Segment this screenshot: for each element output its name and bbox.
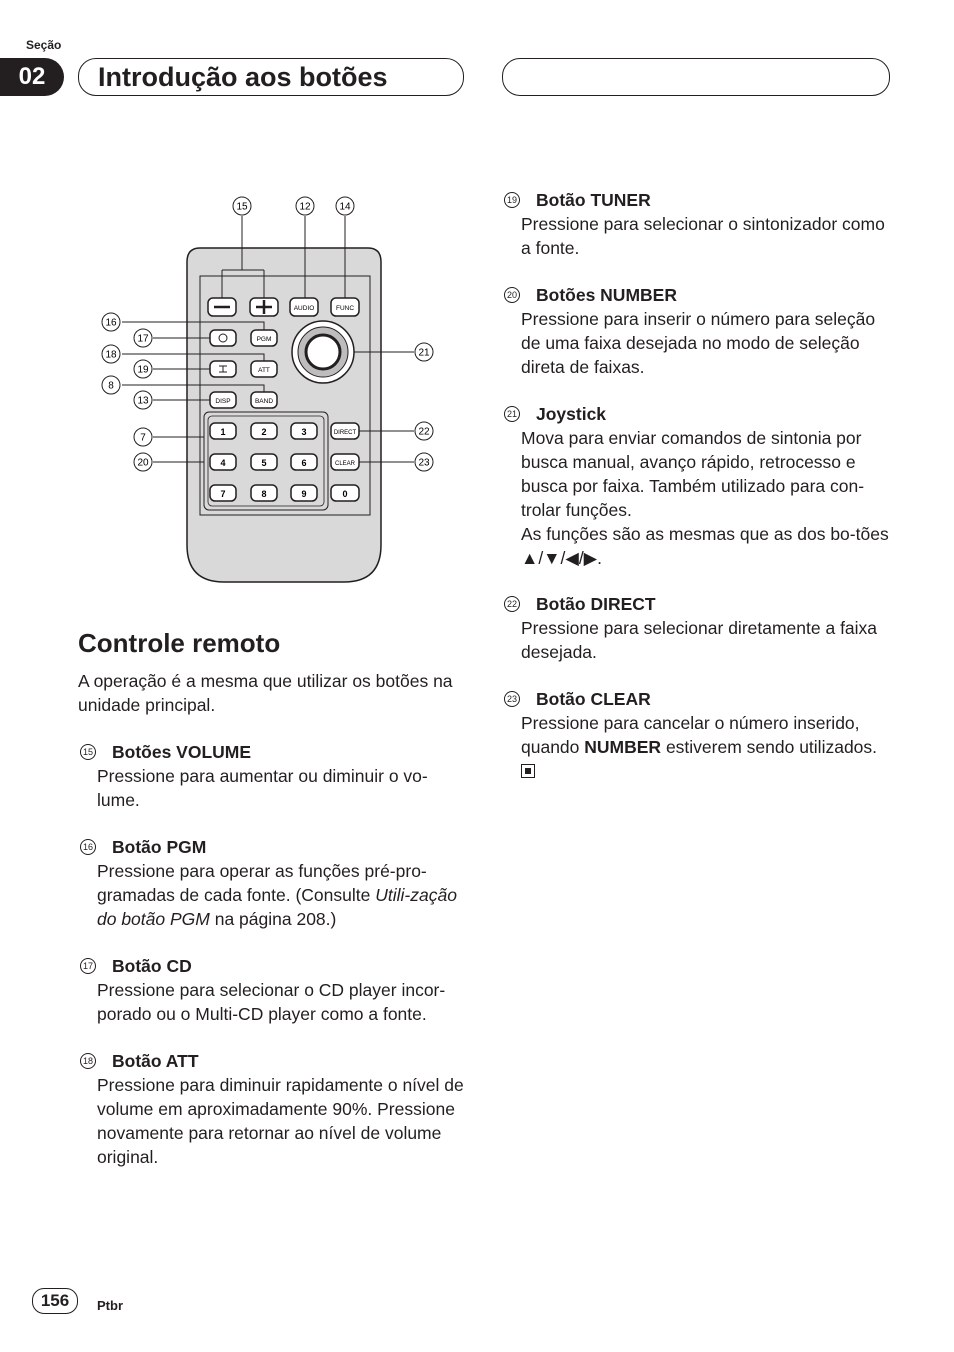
band-label: BAND: [254, 398, 274, 405]
item-body: Pressione para aumentar ou diminuir o vo-lume.: [97, 766, 428, 810]
item-number-buttons: [502, 283, 892, 379]
language-code: Ptbr: [97, 1298, 123, 1313]
joystick[interactable]: [292, 321, 354, 383]
number-button-3[interactable]: [291, 423, 317, 439]
item-clear: [502, 687, 892, 783]
item-title: Botões VOLUME: [112, 742, 252, 762]
disp-label: DISP: [215, 398, 231, 405]
section-number-badge: 02: [0, 58, 64, 96]
number-1-label: 1: [220, 427, 226, 437]
callout-17: [134, 329, 152, 347]
svg-text:18: 18: [105, 349, 117, 361]
item-title: Botão CLEAR: [536, 689, 651, 709]
item-number: 15: [80, 744, 96, 760]
remote-control-illustration: [90, 185, 450, 590]
audio-label: AUDIO: [293, 305, 315, 312]
svg-text:17: 17: [137, 333, 149, 345]
att-button[interactable]: [251, 361, 277, 377]
item-number: 21: [504, 406, 520, 422]
item-body: Pressione para cancelar o número inserido, quando NUMBER estiverem sendo utilizados.: [521, 711, 892, 783]
item-title: Botão ATT: [112, 1051, 199, 1071]
func-label: FUNC: [335, 305, 355, 312]
item-title: Botão DIRECT: [536, 594, 656, 614]
direct-label: DIRECT: [333, 430, 357, 436]
item-number: 22: [504, 596, 520, 612]
callout-19: [134, 360, 152, 378]
item-att: [78, 1049, 468, 1169]
number-button-8[interactable]: [251, 485, 277, 501]
number-button-2[interactable]: [251, 423, 277, 439]
number-3-label: 3: [301, 427, 307, 437]
number-8-label: 8: [261, 489, 267, 499]
item-title: Botão PGM: [112, 837, 207, 857]
callout-18: [102, 345, 120, 363]
page-title: Introdução aos botões: [98, 62, 388, 92]
disp-button[interactable]: [210, 392, 236, 408]
item-title: Botão CD: [112, 956, 192, 976]
svg-text:12: 12: [299, 201, 311, 213]
svg-text:7: 7: [140, 432, 146, 444]
number-6-label: 6: [301, 458, 307, 468]
number-4-label: 4: [220, 458, 226, 468]
page-number: 156: [32, 1288, 78, 1314]
item-title: Botões NUMBER: [536, 285, 677, 305]
svg-text:20: 20: [137, 457, 149, 469]
callout-21: [415, 343, 433, 361]
number-button-5[interactable]: [251, 454, 277, 470]
svg-text:23: 23: [418, 457, 430, 469]
item-title: Joystick: [536, 404, 607, 424]
item-body: Pressione para diminuir rapidamente o nível de volume em aproximadamente 90%. Pressione novamente para retornar ao nível de volume original.: [97, 1075, 464, 1167]
callout-15: [233, 197, 251, 215]
item-pgm: [78, 835, 468, 931]
item-number: 18: [80, 1053, 96, 1069]
item-volume: [78, 740, 468, 812]
svg-text:22: 22: [418, 426, 430, 438]
item-number: 19: [504, 192, 520, 208]
clear-button[interactable]: [331, 454, 359, 470]
end-mark-icon: [521, 764, 535, 778]
band-button[interactable]: [251, 392, 277, 408]
number-button-0[interactable]: [331, 485, 359, 501]
number-button-9[interactable]: [291, 485, 317, 501]
callout-8: [102, 376, 120, 394]
number-9-label: 9: [301, 489, 307, 499]
number-7-label: 7: [220, 489, 226, 499]
svg-text:19: 19: [137, 364, 149, 376]
item-body: Mova para enviar comandos de sintonia por busca manual, avanço rápido, retrocesso e busca por faixa. Também utilizado para con-trolar funções.: [521, 428, 865, 520]
audio-button[interactable]: [290, 298, 318, 316]
cross-reference[interactable]: Utili-zação do botão PGM: [97, 885, 457, 929]
item-tuner: [502, 188, 892, 260]
item-body-note: As funções são as mesmas que as dos bo-tões ▲/▼/◀/▶.: [521, 524, 889, 568]
func-button[interactable]: [331, 298, 359, 316]
pgm-button[interactable]: [251, 330, 277, 346]
item-body: Pressione para selecionar o CD player incor-porado ou o Multi-CD player como a fonte.: [97, 980, 446, 1024]
svg-text:16: 16: [105, 317, 117, 329]
item-body: Pressione para operar as funções pré-pro-gramadas de cada fonte. (Consulte Utili-zação do botão PGM na página 208.): [97, 861, 457, 929]
item-body: Pressione para selecionar o sintonizador como a fonte.: [521, 214, 885, 258]
item-title: Botão TUNER: [536, 190, 651, 210]
callout-16: [102, 313, 120, 331]
callout-7: [134, 428, 152, 446]
intro-paragraph: A operação é a mesma que utilizar os botões na unidade principal.: [78, 671, 453, 715]
number-2-label: 2: [261, 427, 267, 437]
section-heading: Controle remoto: [78, 628, 281, 658]
number-0-label: 0: [342, 489, 348, 499]
section-label: Seção: [26, 38, 62, 52]
svg-text:21: 21: [418, 347, 430, 359]
number-button-7[interactable]: [210, 485, 236, 501]
svg-text:14: 14: [339, 201, 351, 213]
item-direct: [502, 592, 892, 664]
item-joystick: [502, 402, 892, 570]
callout-12: [296, 197, 314, 215]
item-number: 23: [504, 691, 520, 707]
callout-22: [415, 422, 433, 440]
callout-14: [336, 197, 354, 215]
cd-button[interactable]: [210, 330, 236, 346]
number-button-1[interactable]: [210, 423, 236, 439]
tuner-button[interactable]: [210, 361, 236, 377]
item-number: 20: [504, 287, 520, 303]
volume-plus-button[interactable]: [250, 298, 278, 316]
right-header-frame: [502, 58, 890, 96]
svg-text:15: 15: [236, 201, 248, 213]
callout-23: [415, 453, 433, 471]
number-5-label: 5: [261, 458, 267, 468]
att-label: ATT: [258, 367, 270, 374]
number-button-4[interactable]: [210, 454, 236, 470]
callout-13: [134, 391, 152, 409]
direct-button[interactable]: [331, 423, 359, 439]
volume-minus-button[interactable]: [208, 298, 236, 316]
item-body: Pressione para inserir o número para seleção de uma faixa desejada no modo de seleção direta de faixas.: [521, 309, 876, 377]
svg-text:13: 13: [137, 395, 149, 407]
clear-label: CLEAR: [334, 461, 356, 467]
pgm-label: PGM: [256, 336, 272, 343]
callout-20: [134, 453, 152, 471]
item-body: Pressione para selecionar diretamente a faixa desejada.: [521, 618, 878, 662]
number-button-6[interactable]: [291, 454, 317, 470]
item-cd: [78, 954, 468, 1026]
svg-text:8: 8: [108, 380, 114, 392]
item-number: 16: [80, 839, 96, 855]
item-number: 17: [80, 958, 96, 974]
